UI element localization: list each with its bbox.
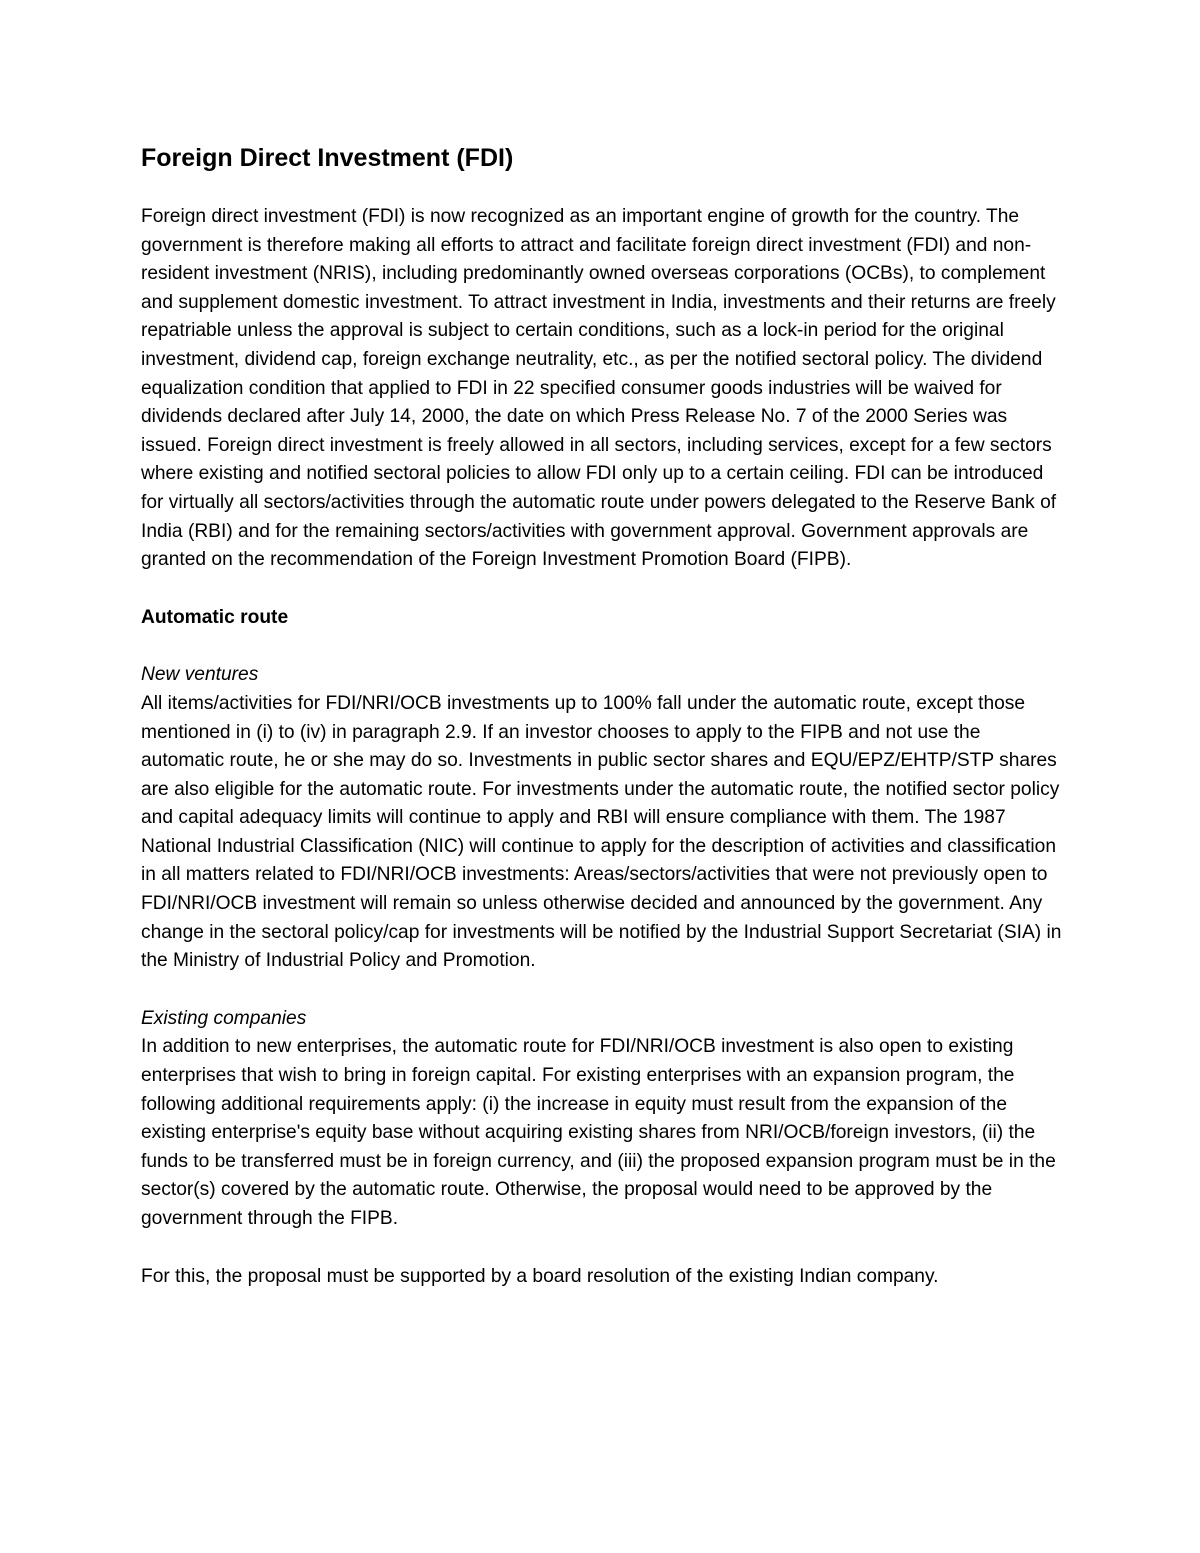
existing-companies-paragraph: In addition to new enterprises, the automatic route for FDI/NRI/OCB investment is also open to existing enterprises that wish to bring in foreign capital. For existing enterprises with an expansion program, the following additional requirements apply: (i) the increase in equity must result from the expansion of the existing enterprise's equity base without acquiring existing shares from NRI/OCB/foreign investors, (ii) the funds to be transferred must be in foreign currency, and (iii) the proposed expansion program must be in the sector(s) covered by the automatic route. Otherwise, the proposal would need to be approved by the government through the FIPB. <box>141 1036 1056 1229</box>
document-page <box>141 140 1066 1291</box>
subheading-new-ventures: New ventures <box>141 664 259 686</box>
section-heading-automatic-route: Automatic route <box>141 606 289 628</box>
subheading-existing-companies: Existing companies <box>141 1007 307 1029</box>
new-ventures-paragraph: All items/activities for FDI/NRI/OCB investments up to 100% fall under the automatic route, except those mentioned in (i) to (iv) in paragraph 2.9. If an investor chooses to apply to the FIPB and not use the automatic route, he or she may do so. Investments in public sector shares and EQU/EPZ/EHTP/STP shares are also eligible for the automatic route. For investments under the automatic route, the notified sector policy and capital adequacy limits will continue to apply and RBI will ensure compliance with them. The 1987 National Industrial Classification (NIC) will continue to apply for the description of activities and classification in all matters related to FDI/NRI/OCB investments: Areas/sectors/activities that were not previously open to FDI/NRI/OCB investment will remain so unless otherwise decided and announced by the government. Any change in the sectoral policy/cap for investments will be notified by the Industrial Support Secretariat (SIA) in the Ministry of Industrial Policy and Promotion. <box>141 692 1062 972</box>
closing-paragraph: For this, the proposal must be supported by a board resolution of the existing Indian company. <box>141 1265 939 1287</box>
page-title: Foreign Direct Investment (FDI) <box>141 144 514 172</box>
intro-paragraph: Foreign direct investment (FDI) is now recognized as an important engine of growth for the country. The government is therefore making all efforts to attract and facilitate foreign direct investment (FDI) and non-resident investment (NRIS), including predominantly owned overseas corporations (OCBs), to complement and supplement domestic investment. To attract investment in India, investments and their returns are freely repatriable unless the approval is subject to certain conditions, such as a lock-in period for the original investment, dividend cap, foreign exchange neutrality, etc., as per the notified sectoral policy. The dividend equalization condition that applied to FDI in 22 specified consumer goods industries will be waived for dividends declared after July 14, 2000, the date on which Press Release No. 7 of the 2000 Series was issued. Foreign direct investment is freely allowed in all sectors, including services, except for a few sectors where existing and notified sectoral policies to allow FDI only up to a certain ceiling. FDI can be introduced for virtually all sectors/activities through the automatic route under powers delegated to the Reserve Bank of India (RBI) and for the remaining sectors/activities with government approval. Government approvals are granted on the recommendation of the Foreign Investment Promotion Board (FIPB). <box>141 206 1057 571</box>
